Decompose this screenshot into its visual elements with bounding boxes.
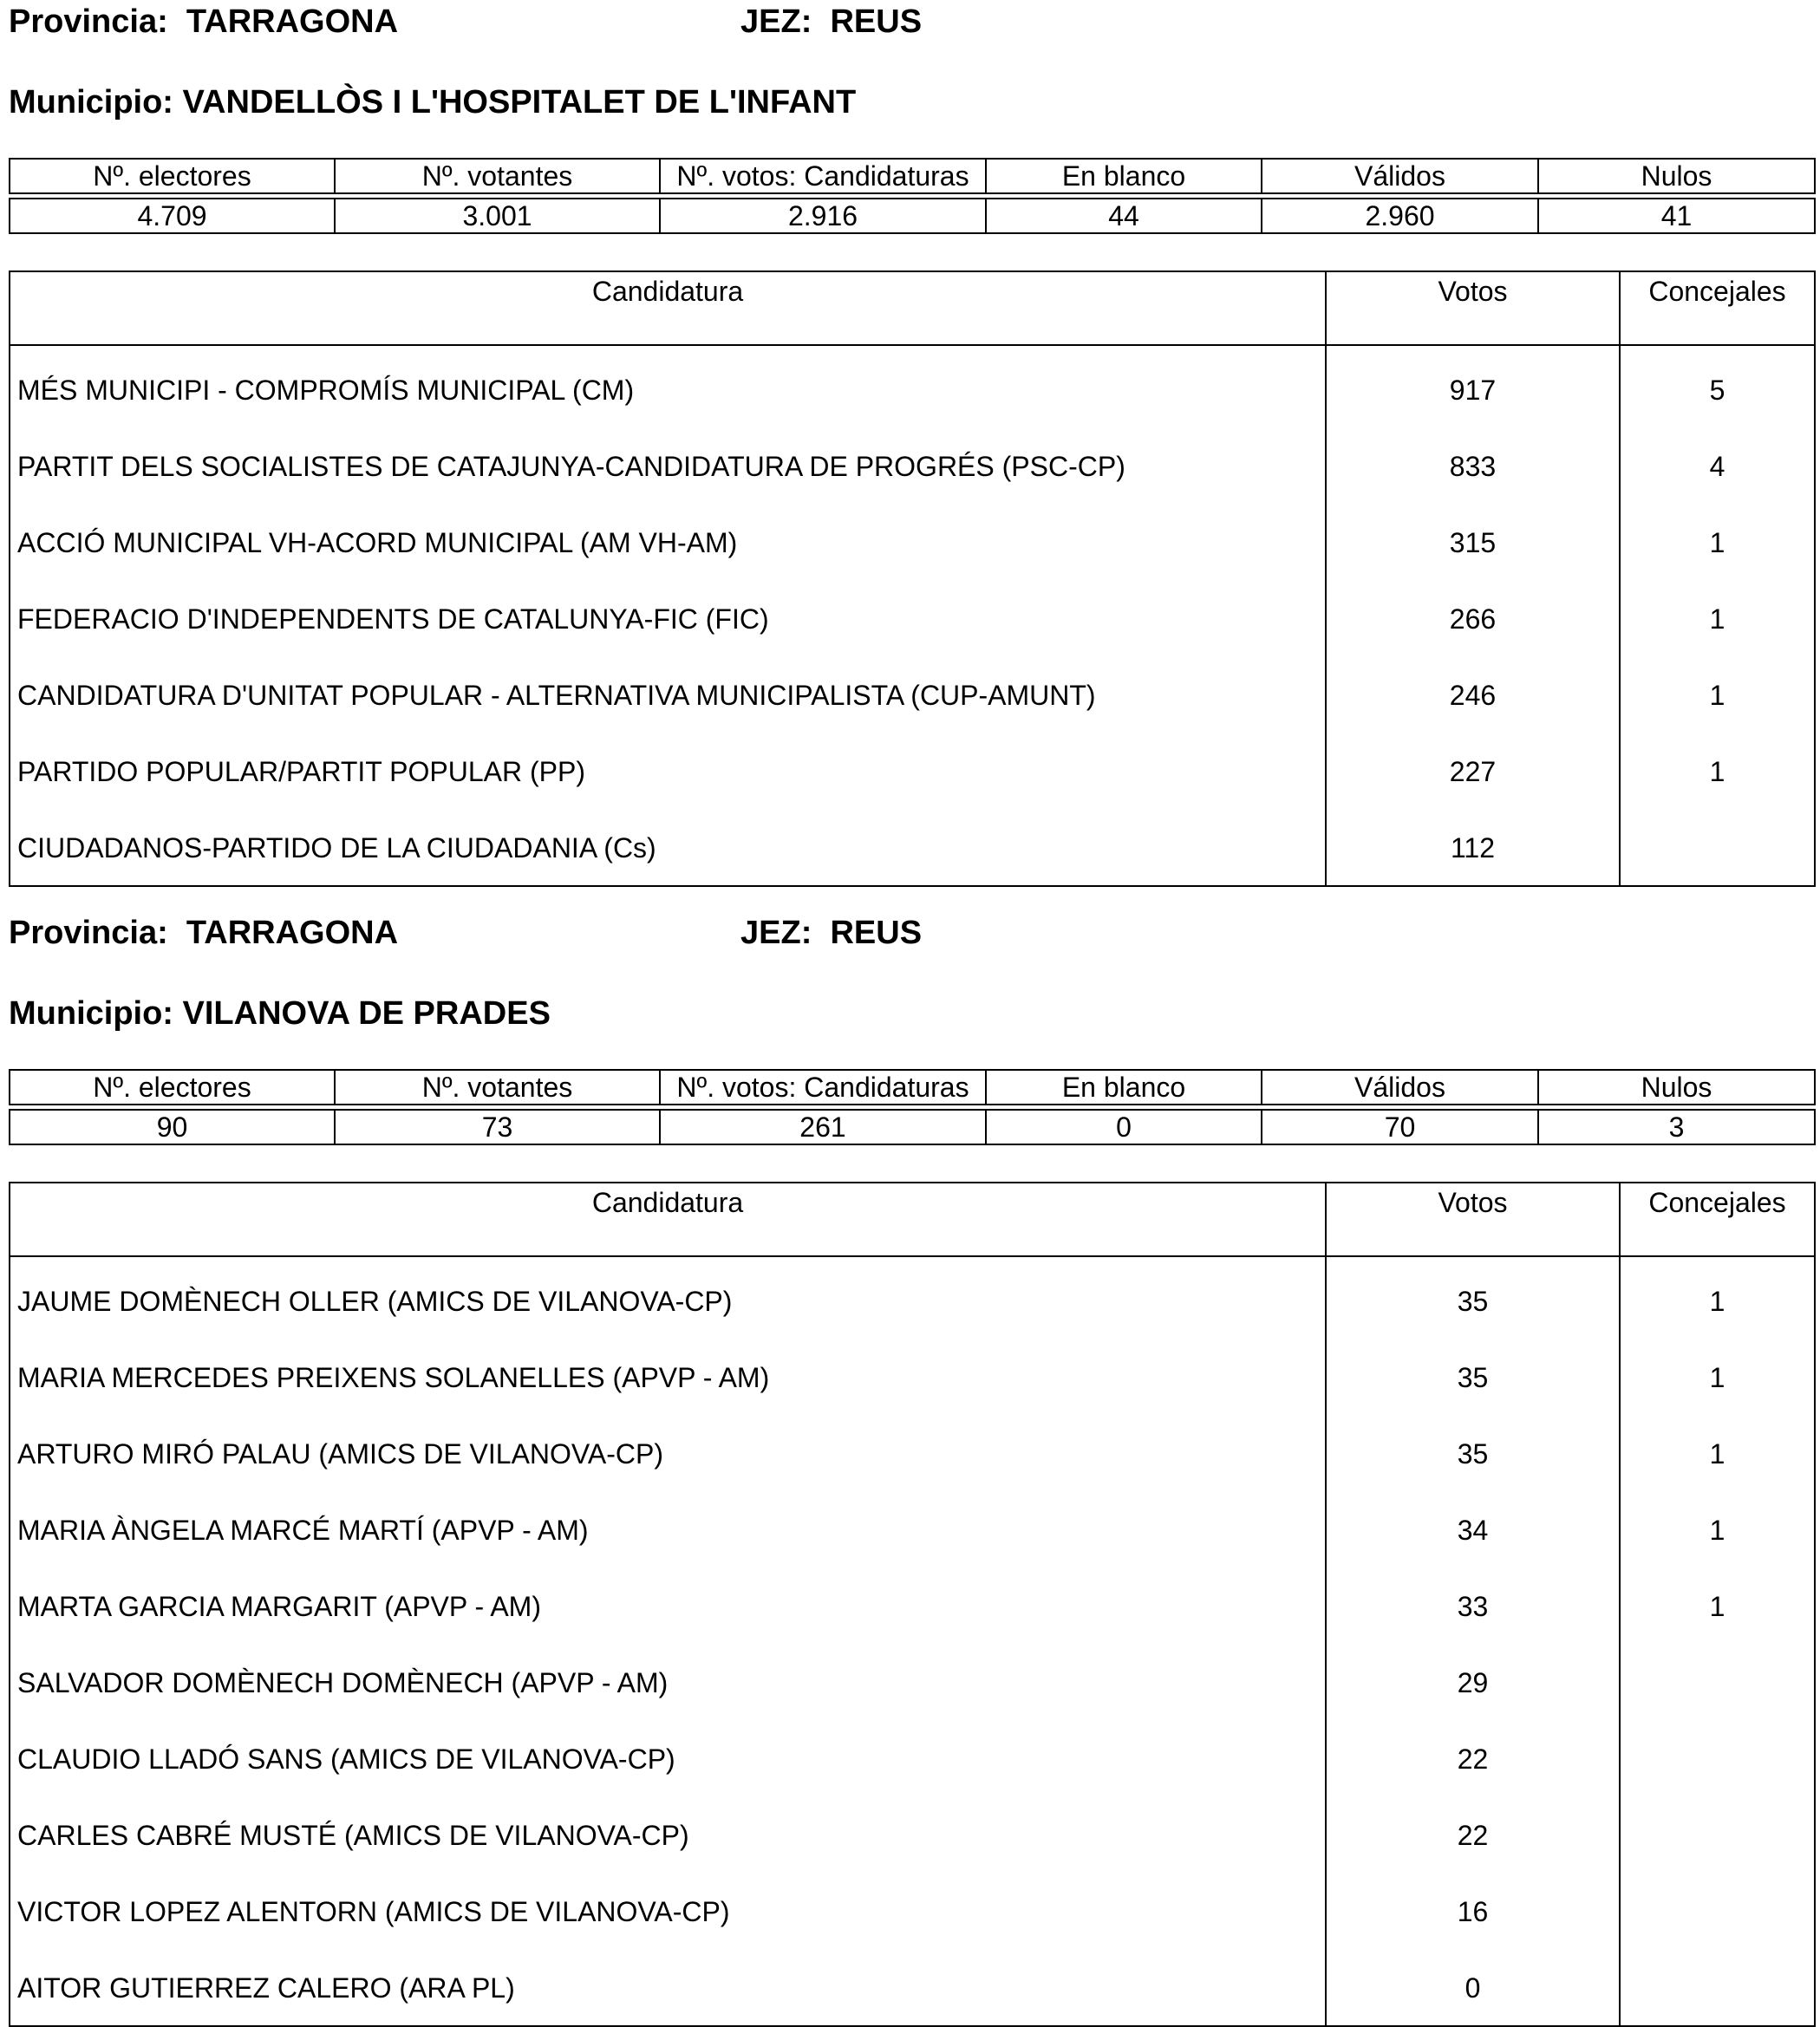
municipio-value: VILANOVA DE PRADES [182,995,551,1032]
provincia-heading [9,0,398,43]
municipio-section [9,0,1814,864]
jez-value: REUS [830,3,923,40]
stats-header-cell: Válidos [1262,1070,1538,1105]
stats-value-row [10,199,1815,233]
stats-header-row [10,159,1815,193]
candidate-row [10,1339,1815,1416]
provincia-value: TARRAGONA [186,3,399,40]
candidate-concejales: 1 [1620,1568,1815,1645]
candidate-votos: 315 [1326,505,1620,581]
candidate-concejales: 1 [1620,1416,1815,1492]
candidate-row [10,1950,1815,2026]
stats-value-cell: 3.001 [335,199,660,233]
jez-heading [740,0,922,43]
stats-header-cell: Nº. votos: Candidaturas [660,159,986,193]
jez-label: JEZ: [740,915,812,951]
candidate-row [10,1416,1815,1492]
candidate-name: VICTOR LOPEZ ALENTORN (AMICS DE VILANOVA-CP) [10,1874,1326,1950]
stats-header-cell: Nulos [1538,1070,1815,1105]
stats-header-cell: Nulos [1538,159,1815,193]
candidate-concejales [1620,1950,1815,2026]
stats-value-cell: 2.960 [1262,199,1538,233]
candidate-name: MARIA MERCEDES PREIXENS SOLANELLES (APVP - AM) [10,1339,1326,1416]
candidate-row [10,1797,1815,1874]
candidate-concejales [1620,810,1815,886]
candidate-name: PARTIT DELS SOCIALISTES DE CATAJUNYA-CANDIDATURA DE PROGRÉS (PSC-CP) [10,428,1326,505]
candidate-row [10,505,1815,581]
candidate-name: MARIA ÀNGELA MARCÉ MARTÍ (APVP - AM) [10,1492,1326,1568]
candidaturas-header-row [10,271,1815,345]
concejales-header: Concejales [1620,1183,1815,1256]
candidate-concejales: 1 [1620,1263,1815,1339]
stats-value-cell: 0 [986,1110,1262,1144]
candidate-row [10,1874,1815,1950]
candidate-name: MARTA GARCIA MARGARIT (APVP - AM) [10,1568,1326,1645]
votos-header: Votos [1326,1183,1620,1256]
candidate-row [10,657,1815,733]
candidate-concejales [1620,1645,1815,1721]
header-line [9,911,1814,955]
stats-value-cell: 73 [335,1110,660,1144]
candidate-name: CLAUDIO LLADÓ SANS (AMICS DE VILANOVA-CP) [10,1721,1326,1797]
candidate-concejales [1620,1721,1815,1797]
candidate-concejales: 1 [1620,1492,1815,1568]
candidate-votos: 0 [1326,1950,1620,2026]
candidate-votos: 246 [1326,657,1620,733]
candidate-row [10,581,1815,657]
votos-header: Votos [1326,271,1620,345]
stats-value-cell: 90 [10,1110,335,1144]
candidate-votos: 227 [1326,733,1620,810]
stats-header-row [10,1070,1815,1105]
candidate-name: CIUDADANOS-PARTIDO DE LA CIUDADANIA (Cs) [10,810,1326,886]
candidatura-header: Candidatura [10,271,1326,345]
stats-value-cell: 2.916 [660,199,986,233]
concejales-header: Concejales [1620,271,1815,345]
candidate-concejales: 1 [1620,733,1815,810]
stats-header-cell: Nº. electores [10,1070,335,1105]
candidate-name: ARTURO MIRÓ PALAU (AMICS DE VILANOVA-CP) [10,1416,1326,1492]
candidate-concejales: 4 [1620,428,1815,505]
candidate-concejales: 5 [1620,352,1815,428]
stats-table [9,1069,1816,1145]
candidate-votos: 22 [1326,1721,1620,1797]
stats-header-cell: Válidos [1262,159,1538,193]
candidatura-header: Candidatura [10,1183,1326,1256]
municipio-section [9,911,1814,2004]
candidate-name: ACCIÓ MUNICIPAL VH-ACORD MUNICIPAL (AM VH-AM) [10,505,1326,581]
candidate-row [10,1263,1815,1339]
candidate-name: AITOR GUTIERREZ CALERO (ARA PL) [10,1950,1326,2026]
candidate-row [10,1568,1815,1645]
candidate-concejales: 1 [1620,581,1815,657]
candidate-votos: 35 [1326,1263,1620,1339]
candidaturas-table [9,270,1816,887]
candidaturas-header-row [10,1183,1815,1256]
candidate-votos: 16 [1326,1874,1620,1950]
candidate-row [10,352,1815,428]
header-line [9,0,1814,43]
stats-header-cell: Nº. votantes [335,159,660,193]
jez-value: REUS [830,915,923,951]
candidate-concejales: 1 [1620,505,1815,581]
candidate-concejales: 1 [1620,1339,1815,1416]
candidate-votos: 833 [1326,428,1620,505]
stats-value-cell: 3 [1538,1110,1815,1144]
stats-value-cell: 41 [1538,199,1815,233]
candidate-concejales [1620,1797,1815,1874]
stats-value-cell: 261 [660,1110,986,1144]
candidate-votos: 35 [1326,1416,1620,1492]
stats-value-cell: 70 [1262,1110,1538,1144]
candidate-row [10,1492,1815,1568]
candidate-votos: 22 [1326,1797,1620,1874]
candidate-votos: 266 [1326,581,1620,657]
candidate-name: PARTIDO POPULAR/PARTIT POPULAR (PP) [10,733,1326,810]
candidate-row [10,1721,1815,1797]
candidate-name: CARLES CABRÉ MUSTÉ (AMICS DE VILANOVA-CP) [10,1797,1326,1874]
municipio-value: VANDELLÒS I L'HOSPITALET DE L'INFANT [182,84,857,121]
candidate-name: SALVADOR DOMÈNECH DOMÈNECH (APVP - AM) [10,1645,1326,1721]
municipio-label: Municipio: [9,84,173,121]
candidate-concejales [1620,1874,1815,1950]
candidate-row [10,810,1815,886]
stats-table [9,158,1816,234]
candidate-name: MÉS MUNICIPI - COMPROMÍS MUNICIPAL (CM) [10,352,1326,428]
stats-value-cell: 44 [986,199,1262,233]
stats-header-cell: Nº. votantes [335,1070,660,1105]
provincia-value: TARRAGONA [186,915,399,951]
candidate-name: JAUME DOMÈNECH OLLER (AMICS DE VILANOVA-CP) [10,1263,1326,1339]
municipio-heading [9,81,856,124]
candidate-name: CANDIDATURA D'UNITAT POPULAR - ALTERNATIVA MUNICIPALISTA (CUP-AMUNT) [10,657,1326,733]
stats-value-row [10,1110,1815,1144]
jez-label: JEZ: [740,3,812,40]
municipio-heading [9,992,551,1035]
candidate-votos: 33 [1326,1568,1620,1645]
candidate-votos: 34 [1326,1492,1620,1568]
jez-heading [740,911,922,955]
stats-value-cell: 4.709 [10,199,335,233]
provincia-label: Provincia: [9,3,168,40]
candidaturas-table [9,1182,1816,2027]
candidate-votos: 29 [1326,1645,1620,1721]
candidate-votos: 112 [1326,810,1620,886]
candidate-name: FEDERACIO D'INDEPENDENTS DE CATALUNYA-FIC (FIC) [10,581,1326,657]
candidate-votos: 35 [1326,1339,1620,1416]
candidate-row [10,1645,1815,1721]
candidate-votos: 917 [1326,352,1620,428]
provincia-heading [9,911,398,955]
candidate-concejales: 1 [1620,657,1815,733]
stats-header-cell: En blanco [986,159,1262,193]
provincia-label: Provincia: [9,915,168,951]
municipio-label: Municipio: [9,995,173,1032]
stats-header-cell: Nº. votos: Candidaturas [660,1070,986,1105]
stats-header-cell: En blanco [986,1070,1262,1105]
stats-header-cell: Nº. electores [10,159,335,193]
candidate-row [10,733,1815,810]
candidate-row [10,428,1815,505]
